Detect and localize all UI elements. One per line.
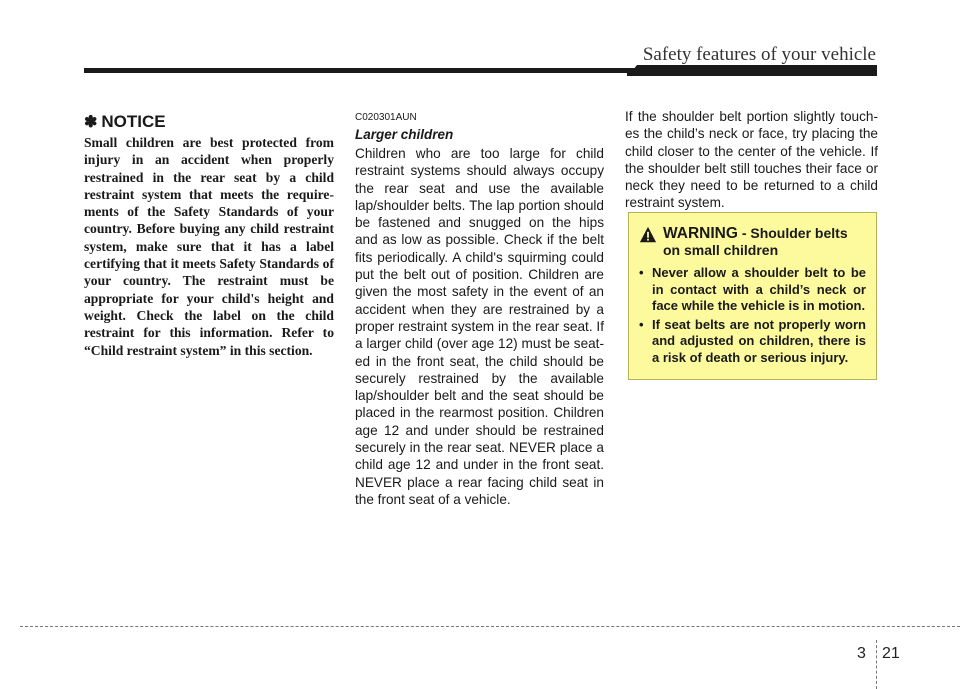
warning-item-text: Never allow a shoulder belt to be in contact with a child’s neck or face while the vehicle is in motion.	[652, 265, 866, 313]
notice-text: Small children are best protected from injury in an accident when properly restrained in the rear seat by a child restraint system that meets the require-ments of the Safety Standards of your country. Before buying any child restraint system, make sure that it has a label certifying that it meets Safety Standards of your country. The restraint must be appropriate for your child's height and weight. Check the label on the child restraint for this information. Refer to “Child restraint system” in this section.	[84, 135, 334, 358]
chapter-number: 3	[857, 645, 866, 662]
shoulder-belt-text: If the shoulder belt portion slightly touch-es the child’s neck or face, try placing the child closer to the center of the vehicle. If the shoulder belt still touches their face or neck they need to be returned to a child restraint system.	[625, 109, 878, 211]
notice-heading	[84, 112, 334, 132]
warning-list	[639, 265, 866, 366]
bullet-icon: •	[639, 265, 644, 280]
notice-asterisk-icon: ✽	[84, 114, 98, 131]
section-code: C020301AUN	[355, 112, 417, 123]
warning-title	[663, 225, 866, 259]
warning-box	[628, 212, 877, 380]
warning-triangle-icon	[639, 226, 657, 244]
footer-divider	[876, 640, 877, 689]
page-header-title: Safety features of your vehicle	[642, 44, 876, 65]
warning-item	[639, 265, 866, 315]
bullet-icon: •	[639, 316, 644, 332]
notice-heading-label: NOTICE	[101, 112, 166, 131]
warning-item-text: If seat belts are not properly worn and adjusted on children, there is a risk of death or serious injury.	[652, 316, 866, 365]
warning-subtitle: - Shoulder belts on small children	[663, 225, 848, 258]
header-rule	[84, 68, 877, 73]
warning-header	[639, 225, 866, 259]
warning-item	[639, 317, 866, 367]
larger-children-heading: Larger children	[355, 127, 454, 142]
warning-word: WARNING	[663, 225, 738, 242]
larger-children-text: Children who are too large for child restraint systems should always occupy the rear seat and use the available lap/shoulder belts. The lap portion should be fastened and snugged on the hips and as low as possible. Check if the belt fits periodically. A child's squirming could put the belt out of position. Children are given the most safety in the event of an accident when they are restrained by a proper restraint system in the rear seat. If a larger child (over age 12) must be seat-ed in the front seat, the child should be securely restrained by the available lap/shoulder belt and the seat should be placed in the rearmost position. Children age 12 and under should be restrained securely in the rear seat. NEVER place a child age 12 and under in the front seat. NEVER place a rear facing child seat in the front seat of a vehicle.	[355, 146, 604, 507]
shoulder-belt-section	[625, 109, 878, 212]
notice-section	[84, 112, 334, 359]
larger-children-section	[355, 112, 604, 508]
footer-rule	[20, 626, 960, 627]
page-number: 21	[882, 645, 900, 662]
